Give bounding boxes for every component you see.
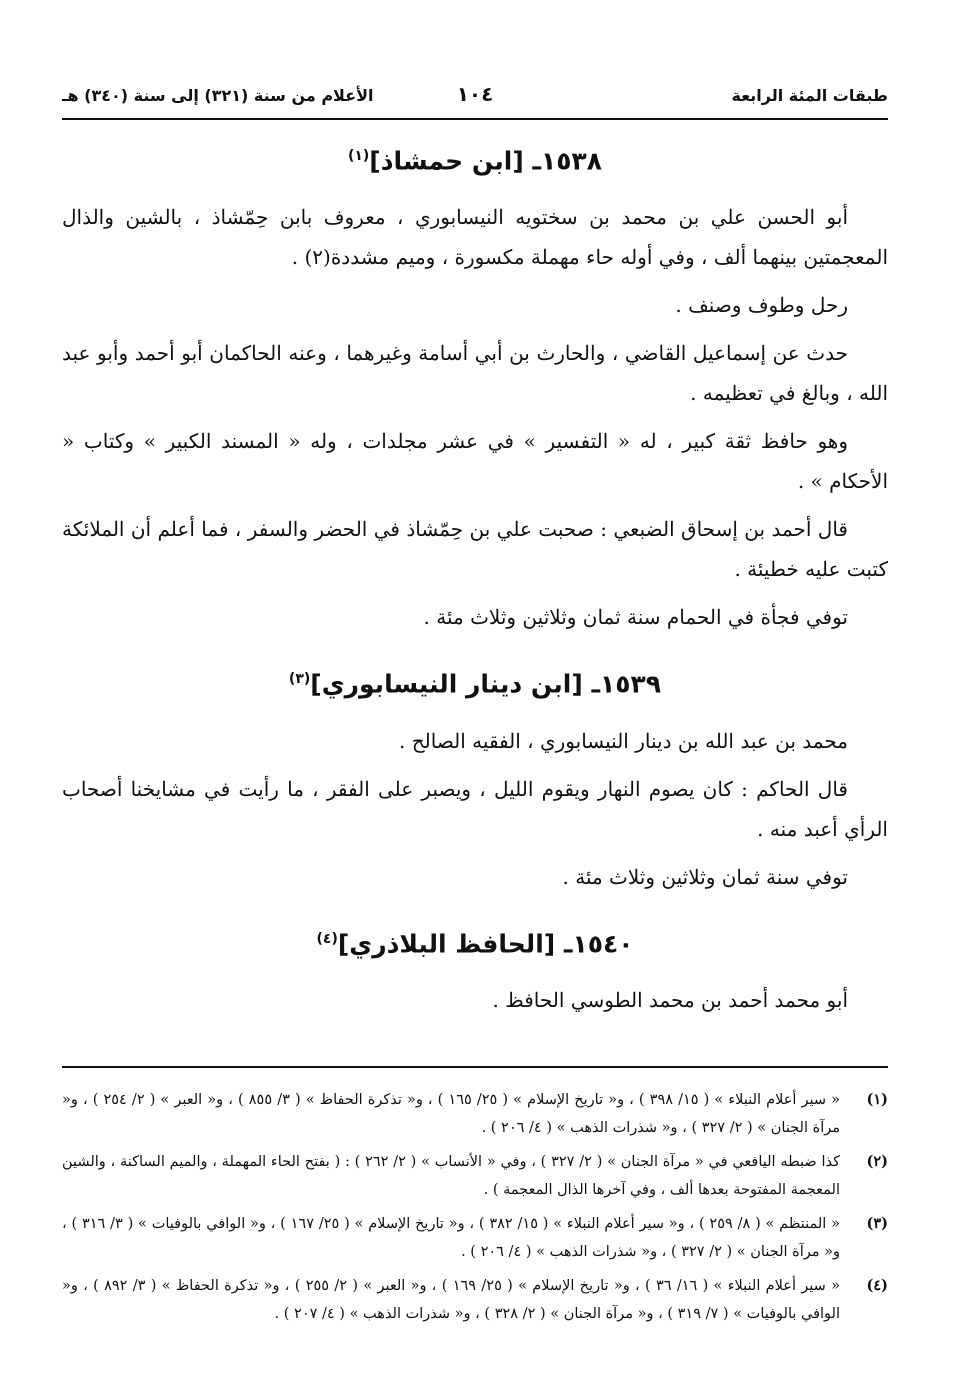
paragraph: قال أحمد بن إسحاق الضبعي : صحبت علي بن حِمّشاذ في الحضر والسفر ، فما أعلم أن الملائكة كتبت عليه خطيئة . xyxy=(62,517,888,582)
paragraph: رحل وطوف وصنف . xyxy=(675,293,848,318)
paragraph: قال الحاكم : كان يصوم النهار ويقوم الليل ، ويصبر على الفقر ، ما رأيت في مشايخنا أصحاب الرأي أعبد منه . xyxy=(62,776,888,841)
header-divider xyxy=(62,118,888,120)
paragraph: محمد بن عبد الله بن دينار النيسابوري ، الفقيه الصالح . xyxy=(399,728,848,753)
paragraph: أبو الحسن علي بن محمد بن سختويه النيسابوري ، معروف بابن حِمّشاذ ، بالشين والذال المعجمتين بينهما ألف ، وفي أوله حاء مهملة مكسورة ، وميم مشددة(٢) . xyxy=(62,205,888,270)
running-header xyxy=(62,80,888,110)
footnote-text: « المنتظم » ( ٨/ ٢٥٩ ) ، و« سير أعلام النبلاء » ( ١٥/ ٣٨٢ ) ، و« تاريخ الإسلام » ( ٢٥/ ١٦٧ ) ، و« الوافي بالوفيات » ( ٣/ ٣١٦ ) ، و« مرآة الجنان » ( ٢/ ٣٢٧ ) ، و« شذرات الذهب » ( ٤/ ٢٠٦ ) . xyxy=(62,1216,840,1260)
header-section-title: طبقات المئة الرابعة xyxy=(731,86,888,105)
entry-title-text: ١٥٤٠ـ [الحافظ البلاذري] xyxy=(337,928,634,958)
entry-title-1539 xyxy=(62,661,888,702)
footnote-ref: (٣) xyxy=(288,671,311,688)
footnote-number: (١) xyxy=(866,1091,888,1108)
footnote-text: « سير أعلام النبلاء » ( ١٥/ ٣٩٨ ) ، و« تاريخ الإسلام » ( ٢٥/ ١٦٥ ) ، و« تذكرة الحفاظ » ( ٣/ ٨٥٥ ) ، و« العبر » ( ٢/ ٢٥٤ ) ، و« مرآة الجنان » ( ٢/ ٣٢٧ ) ، و« شذرات الذهب » ( ٤/ ٢٠٦ ) . xyxy=(62,1092,840,1136)
entry-title-1540 xyxy=(62,921,888,962)
entry-title-text: ١٥٣٩ـ [ابن دينار النيسابوري] xyxy=(310,669,662,699)
footnote xyxy=(62,1086,888,1142)
entry-title-text: ١٥٣٨ـ [ابن حمشاذ] xyxy=(369,146,603,176)
footnote-ref: (١) xyxy=(347,148,370,164)
paragraph: أبو محمد أحمد بن محمد الطوسي الحافظ . xyxy=(492,987,848,1012)
paragraph: وهو حافظ ثقة كبير ، له « التفسير » في عشر مجلدات ، وله « المسند الكبير » وكتاب « الأحكام » . xyxy=(62,429,888,494)
page-number: ١٠٤ xyxy=(456,82,494,106)
footnote-divider xyxy=(62,1066,888,1068)
footnote xyxy=(62,1210,888,1266)
footnote-text: كذا ضبطه اليافعي في « مرآة الجنان » ( ٢/ ٣٢٧ ) ، وفي « الأنساب » ( ٢/ ٢٦٢ ) : ( بفتح الحاء المهملة ، والميم الساكنة ، والشين المعجمة المفتوحة بعدها ألف ، وفي آخرها الذال المعجمة ) . xyxy=(62,1154,841,1198)
footnote xyxy=(62,1272,888,1328)
footnote-number: (٣) xyxy=(866,1215,888,1232)
footnotes xyxy=(62,1086,888,1334)
main-text xyxy=(62,128,888,1028)
paragraph: توفي فجأة في الحمام سنة ثمان وثلاثين وثلاث مئة . xyxy=(423,605,848,630)
entry-title-1538 xyxy=(62,138,888,179)
footnote-number: (٤) xyxy=(866,1277,888,1294)
footnote-number: (٢) xyxy=(866,1153,888,1170)
header-date-range: الأعلام من سنة (٣٢١) إلى سنة (٣٤٠) هـ xyxy=(62,86,374,105)
paragraph: توفي سنة ثمان وثلاثين وثلاث مئة . xyxy=(562,864,848,889)
footnote-ref: (٤) xyxy=(316,930,338,947)
paragraph: حدث عن إسماعيل القاضي ، والحارث بن أبي أسامة وغيرهما ، وعنه الحاكمان أبو أحمد وأبو عبد الله ، وبالغ في تعظيمه . xyxy=(62,341,888,406)
footnote xyxy=(62,1148,888,1204)
footnote-text: « سير أعلام النبلاء » ( ١٦/ ٣٦ ) ، و« تاريخ الإسلام » ( ٢٥/ ١٦٩ ) ، و« العبر » ( ٢/ ٢٥٥ ) ، و« تذكرة الحفاظ » ( ٣/ ٨٩٢ ) ، و« الوافي بالوفيات » ( ٧/ ٣١٩ ) ، و« مرآة الجنان » ( ٢/ ٣٢٨ ) ، و« شذرات الذهب » ( ٤/ ٢٠٧ ) . xyxy=(62,1278,840,1322)
